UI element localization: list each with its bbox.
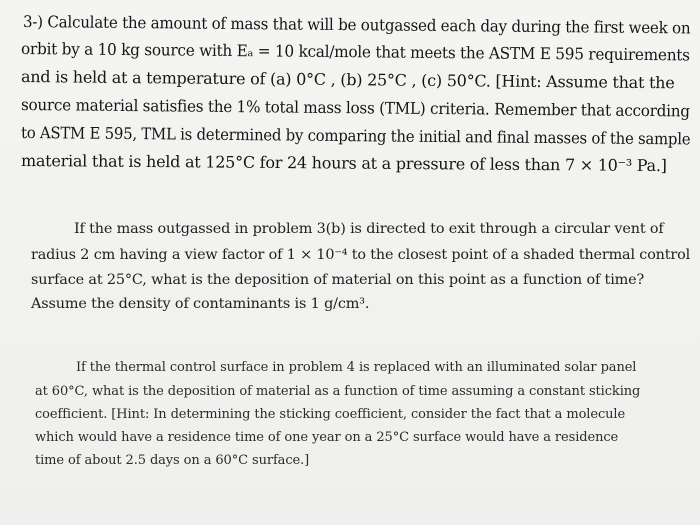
problem-5-line: coefficient. [Hint: In determining the sticking coefficient, consider the fact that a molecule [35, 407, 626, 422]
problem-5-line: If the thermal control surface in problem 4 is replaced with an illuminated solar panel [76, 360, 637, 375]
problem-5-line: at 60°C, what is the deposition of material as a function of time assuming a constant sticking [35, 384, 641, 399]
problem-5-line: time of about 2.5 days on a 60°C surface.] [35, 453, 310, 468]
problem-5-line: which would have a residence time of one year on a 25°C surface would have a residence [35, 430, 619, 445]
problem-4-line: Assume the density of contaminants is 1 g/cm³. [31, 296, 370, 312]
problem-4-line: radius 2 cm having a view factor of 1 × 10⁻⁴ to the closest point of a shaded thermal control [31, 247, 691, 263]
problem-3-line: orbit by a 10 kg source with Eₐ = 10 kcal/mole that meets the ASTM E 595 requirements [20, 39, 690, 65]
problem-3-line: and is held at a temperature of (a) 0°C , (b) 25°C , (c) 50°C. [Hint: Assume that the [20, 67, 675, 93]
problem-3-line: source material satisfies the 1% total mass loss (TML) criteria. Remember that according [20, 95, 690, 121]
problem-3-line: 3-) Calculate the amount of mass that will be outgassed each day during the first week on [22, 12, 691, 38]
problem-4-line: If the mass outgassed in problem 3(b) is directed to exit through a circular vent of [74, 221, 664, 237]
problem-4-line: surface at 25°C, what is the deposition of material on this point as a function of time? [31, 272, 645, 288]
problem-3-line: material that is held at 125°C for 24 hours at a pressure of less than 7 × 10⁻³ Pa.] [20, 151, 667, 176]
problem-3-line: to ASTM E 595, TML is determined by comparing the initial and final masses of the sample [20, 123, 691, 149]
